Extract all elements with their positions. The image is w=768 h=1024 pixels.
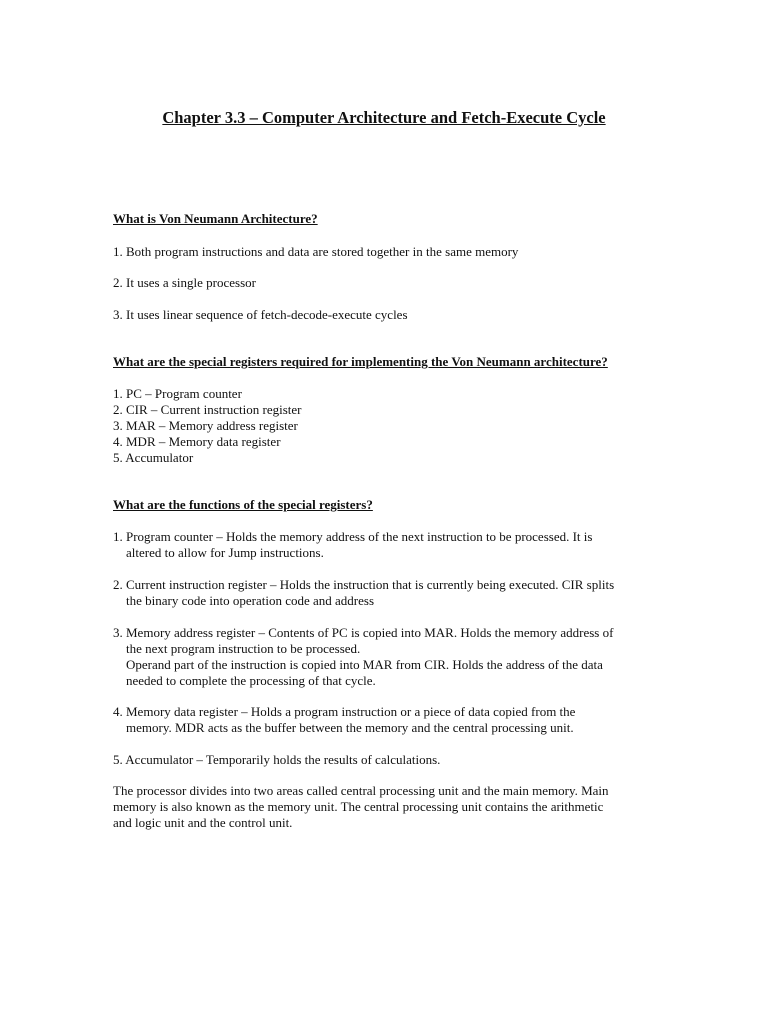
function-item-cir-cont: the binary code into operation code and address bbox=[126, 593, 374, 608]
function-item-mar-cont: Operand part of the instruction is copied into MAR from CIR. Holds the address of the data bbox=[126, 657, 603, 672]
function-item-mdr: 4. Memory data register – Holds a program instruction or a piece of data copied from the bbox=[113, 704, 576, 719]
function-item-cir: 2. Current instruction register – Holds the instruction that is currently being executed. CIR splits bbox=[113, 577, 615, 592]
section-heading-von-neumann: What is Von Neumann Architecture? bbox=[113, 211, 318, 226]
list-item: 4. MDR – Memory data register bbox=[113, 434, 281, 449]
function-item-program-counter-cont: altered to allow for Jump instructions. bbox=[126, 545, 324, 560]
function-item-mar-cont: the next program instruction to be processed. bbox=[126, 641, 361, 656]
list-item: 2. It uses a single processor bbox=[113, 275, 256, 290]
list-item: 1. Both program instructions and data are stored together in the same memory bbox=[113, 244, 519, 259]
closing-paragraph-line: memory is also known as the memory unit. The central processing unit contains the arithmetic bbox=[113, 799, 604, 814]
list-item: 5. Accumulator bbox=[113, 450, 194, 465]
function-item-mdr-cont: memory. MDR acts as the buffer between the memory and the central processing unit. bbox=[126, 720, 574, 735]
document-title: Chapter 3.3 – Computer Architecture and Fetch-Execute Cycle bbox=[162, 108, 606, 127]
function-item-accumulator: 5. Accumulator – Temporarily holds the results of calculations. bbox=[113, 752, 441, 767]
list-item: 3. It uses linear sequence of fetch-decode-execute cycles bbox=[113, 307, 408, 322]
list-item: 1. PC – Program counter bbox=[113, 386, 242, 401]
closing-paragraph-line: The processor divides into two areas called central processing unit and the main memory. Main bbox=[113, 783, 609, 798]
section-heading-special-registers: What are the special registers required for implementing the Von Neumann architecture? bbox=[113, 354, 608, 369]
closing-paragraph-line: and logic unit and the control unit. bbox=[113, 815, 293, 830]
function-item-mar-cont: needed to complete the processing of that cycle. bbox=[126, 673, 376, 688]
function-item-mar: 3. Memory address register – Contents of PC is copied into MAR. Holds the memory address of bbox=[113, 625, 614, 640]
list-item: 3. MAR – Memory address register bbox=[113, 418, 298, 433]
function-item-program-counter: 1. Program counter – Holds the memory address of the next instruction to be processed. It is bbox=[113, 529, 593, 544]
list-item: 2. CIR – Current instruction register bbox=[113, 402, 302, 417]
section-heading-register-functions: What are the functions of the special registers? bbox=[113, 497, 373, 512]
